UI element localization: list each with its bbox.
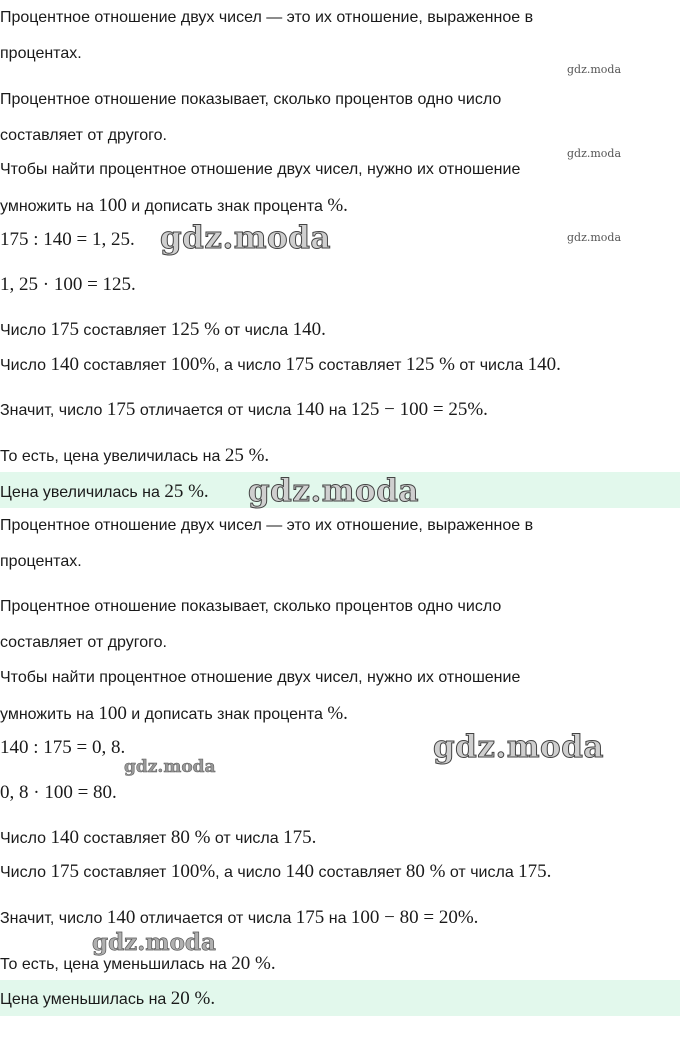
watermark: gdz.moda <box>160 220 331 256</box>
statement-text: Число 175 составляет 125 % от числа 140. <box>0 319 326 340</box>
watermark: gdz.moda <box>92 929 216 956</box>
watermark: gdz.moda <box>567 63 622 76</box>
watermark: gdz.moda <box>248 473 419 509</box>
rule-text: Чтобы найти процентное отношение двух чисел, нужно их отношение <box>0 669 521 686</box>
equation: 1, 25 · 100 = 125. <box>0 274 136 295</box>
statement-text: Число 175 составляет 100%, а число 140 составляет 80 % от числа 175. <box>0 861 552 882</box>
statement-text: То есть, цена увеличилась на 25 %. <box>0 445 270 466</box>
rule-text: Чтобы найти процентное отношение двух чисел, нужно их отношение <box>0 161 521 178</box>
statement-text: Значит, число 175 отличается от числа 140 на 125 − 100 = 25%. <box>0 399 488 420</box>
rule-text: умножить на 100 и дописать знак процента %. <box>0 195 348 216</box>
definition-text: процентах. <box>0 553 82 570</box>
watermark: gdz.moda <box>433 729 604 765</box>
definition-text: Процентное отношение двух чисел — это их отношение, выраженное в <box>0 517 534 534</box>
equation: 0, 8 · 100 = 80. <box>0 782 117 803</box>
answer-text: Цена увеличилась на 25 %. <box>0 481 209 502</box>
statement-text: То есть, цена уменьшилась на 20 %. <box>0 953 276 974</box>
watermark: gdz.moda <box>124 757 216 777</box>
explanation-text: составляет от другого. <box>0 127 167 144</box>
equation: 140 : 175 = 0, 8. <box>0 737 126 758</box>
definition-text: Процентное отношение двух чисел — это их отношение, выраженное в <box>0 9 534 26</box>
rule-text: умножить на 100 и дописать знак процента %. <box>0 703 348 724</box>
watermark: gdz.moda <box>567 231 622 244</box>
statement-text: Значит, число 140 отличается от числа 175 на 100 − 80 = 20%. <box>0 907 479 928</box>
definition-text: процентах. <box>0 45 82 62</box>
explanation-text: составляет от другого. <box>0 634 167 651</box>
statement-text: Число 140 составляет 80 % от числа 175. <box>0 827 317 848</box>
explanation-text: Процентное отношение показывает, сколько процентов одно число <box>0 91 502 108</box>
watermark: gdz.moda <box>567 147 622 160</box>
equation: 175 : 140 = 1, 25. <box>0 229 135 250</box>
answer-text: Цена уменьшилась на 20 %. <box>0 988 216 1009</box>
explanation-text: Процентное отношение показывает, сколько процентов одно число <box>0 598 502 615</box>
statement-text: Число 140 составляет 100%, а число 175 составляет 125 % от числа 140. <box>0 354 561 375</box>
